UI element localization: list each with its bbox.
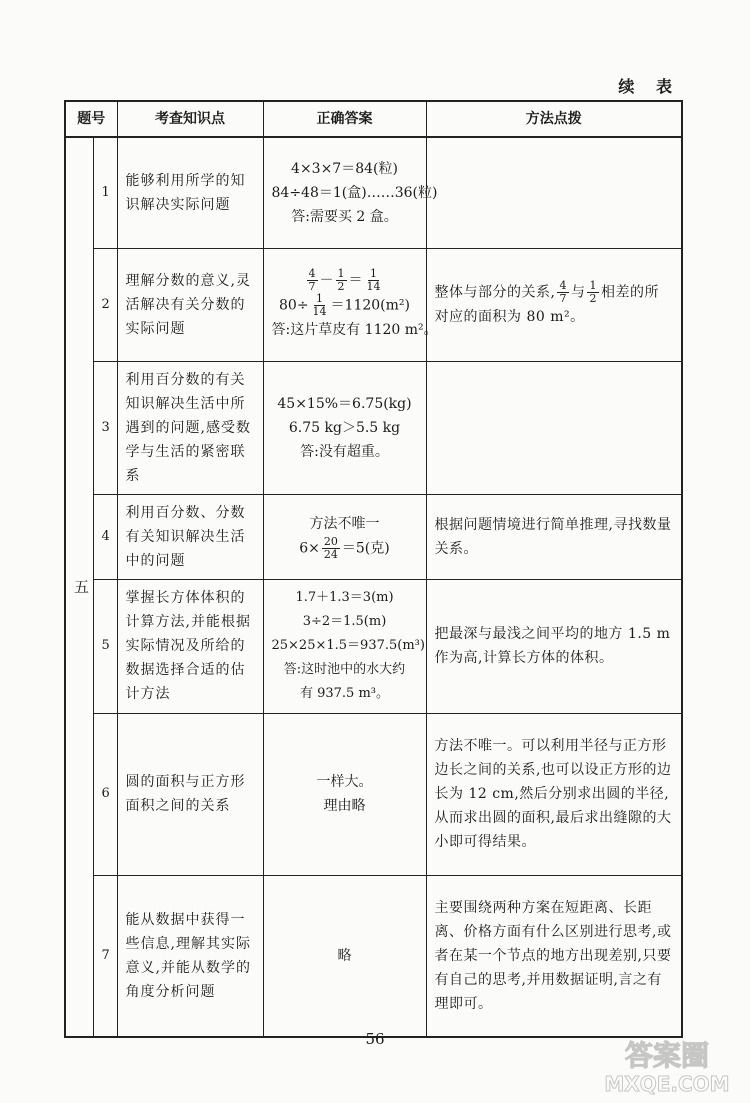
answer-line: 84÷48＝1(盒)……36(粒) xyxy=(271,184,438,201)
fraction: $\frac{4}{7}$ xyxy=(559,279,567,305)
answer-cell xyxy=(263,361,426,494)
answer-cell xyxy=(263,494,426,579)
fraction-equation: $\frac{4}{7}$ － $\frac{1}{2}$ ＝ $\frac{1}{14}$ xyxy=(308,266,381,293)
table-header-row xyxy=(65,101,682,137)
col-header-number: 题号 xyxy=(65,101,117,137)
answer-line: 25×25×1.5＝937.5(m³) xyxy=(271,638,425,653)
answer-line: 答:这片草皮有 1120 m²。 xyxy=(271,321,438,338)
method-cell xyxy=(426,137,682,248)
continued-label: 续 表 xyxy=(618,77,680,96)
method-cell: 整体与部分的关系, $\frac{4}{7}$ 与 $\frac{1}{2}$ 相差的所对应的面积为 80 m²。 xyxy=(426,248,682,361)
knowledge-cell: 掌握长方体体积的计算方法,并能根据实际情况及所给的数据选择合适的估计方法 xyxy=(117,579,263,713)
section-label: 五 xyxy=(65,137,93,1037)
answer-cell xyxy=(263,248,438,361)
fraction: $\frac{20}{24}$ xyxy=(323,535,338,561)
method-cell: 主要围绕两种方案在短距离、长距离、价格方面有什么区别进行思考,或者在某一个节点的地方出现差别,只要有自己的思考,并用数据证明,言之有理即可。 xyxy=(426,875,682,1037)
row-number: 6 xyxy=(93,713,117,875)
table-row xyxy=(65,248,682,361)
answer-line: 6.75 kg＞5.5 kg xyxy=(288,419,401,436)
fraction: $\frac{1}{14}$ xyxy=(366,266,381,293)
col-header-answer: 正确答案 xyxy=(263,101,426,137)
answer-line: 有 937.5 m³。 xyxy=(299,686,390,701)
watermark-logo xyxy=(592,1033,742,1097)
svg-text:MXQE.COM: MXQE.COM xyxy=(604,1072,730,1096)
answer-cell xyxy=(263,713,426,875)
answer-cell xyxy=(263,579,426,713)
knowledge-cell: 利用百分数的有关知识解决生活中所遇到的问题,感受数学与生活的紧密联系 xyxy=(117,361,263,494)
fraction: $\frac{1}{14}$ xyxy=(312,291,327,318)
answer-line: 略 xyxy=(337,947,352,964)
answer-line: 答:这时池中的水大约 xyxy=(283,662,406,677)
method-cell: 根据问题情境进行简单推理,寻找数量关系。 xyxy=(426,494,682,579)
answer-line: 45×15%＝6.75(kg) xyxy=(277,395,412,412)
answer-line: 答:需要买 2 盒。 xyxy=(291,208,398,225)
answer-line: 一样大。 xyxy=(316,774,373,790)
answer-line: 4×3×7＝84(粒) xyxy=(291,160,398,177)
table-row xyxy=(65,713,682,875)
col-header-knowledge: 考查知识点 xyxy=(117,101,263,137)
row-number: 3 xyxy=(93,361,117,494)
method-cell: 把最深与最浅之间平均的地方 1.5 m 作为高,计算长方体的体积。 xyxy=(426,579,682,713)
answer-line: 答:没有超重。 xyxy=(300,443,389,460)
fraction: $\frac{1}{2}$ xyxy=(337,266,345,293)
fraction-equation: 80÷ $\frac{1}{14}$ ＝1120(m²) xyxy=(279,291,410,318)
table-row xyxy=(65,579,682,713)
fraction-equation: 6× $\frac{20}{24}$ ＝5(克) xyxy=(299,535,390,561)
table-row xyxy=(65,875,682,1037)
col-header-method: 方法点拨 xyxy=(426,101,682,137)
row-number: 5 xyxy=(93,579,117,713)
row-number: 7 xyxy=(93,875,117,1037)
knowledge-cell: 理解分数的意义,灵活解决有关分数的实际问题 xyxy=(117,248,263,361)
answer-line: 1.7＋1.3＝3(m) xyxy=(295,590,394,605)
knowledge-cell: 能从数据中获得一些信息,理解其实际意义,并能从数学的角度分析问题 xyxy=(117,875,263,1037)
knowledge-cell: 能够利用所学的知识解决实际问题 xyxy=(117,137,263,248)
page-number: 56 xyxy=(365,1030,385,1048)
table-row xyxy=(65,361,682,494)
method-cell xyxy=(426,361,682,494)
row-number: 1 xyxy=(93,137,117,248)
fraction: $\frac{1}{2}$ xyxy=(589,279,597,305)
svg-text:答案圈: 答案圈 xyxy=(624,1039,710,1072)
answer-cell xyxy=(263,137,438,248)
knowledge-cell: 利用百分数、分数有关知识解决生活中的问题 xyxy=(117,494,263,579)
table-row xyxy=(65,494,682,579)
fraction: $\frac{4}{7}$ xyxy=(308,266,316,293)
row-number: 4 xyxy=(93,494,117,579)
answer-cell xyxy=(263,875,426,1037)
answer-line: 3÷2＝1.5(m) xyxy=(302,614,387,629)
answer-line: 理由略 xyxy=(323,798,366,814)
answer-line: 方法不唯一 xyxy=(309,516,380,532)
row-number: 2 xyxy=(93,248,117,361)
method-cell: 方法不唯一。可以利用半径与正方形边长之间的关系,也可以设正方形的边长为 12 cm,然后分别求出圆的半径,从而求出圆的面积,最后求出缝隙的大小即可得结果。 xyxy=(426,713,682,875)
answer-table xyxy=(64,100,683,1038)
knowledge-cell: 圆的面积与正方形面积之间的关系 xyxy=(117,713,263,875)
table-row xyxy=(65,137,682,248)
